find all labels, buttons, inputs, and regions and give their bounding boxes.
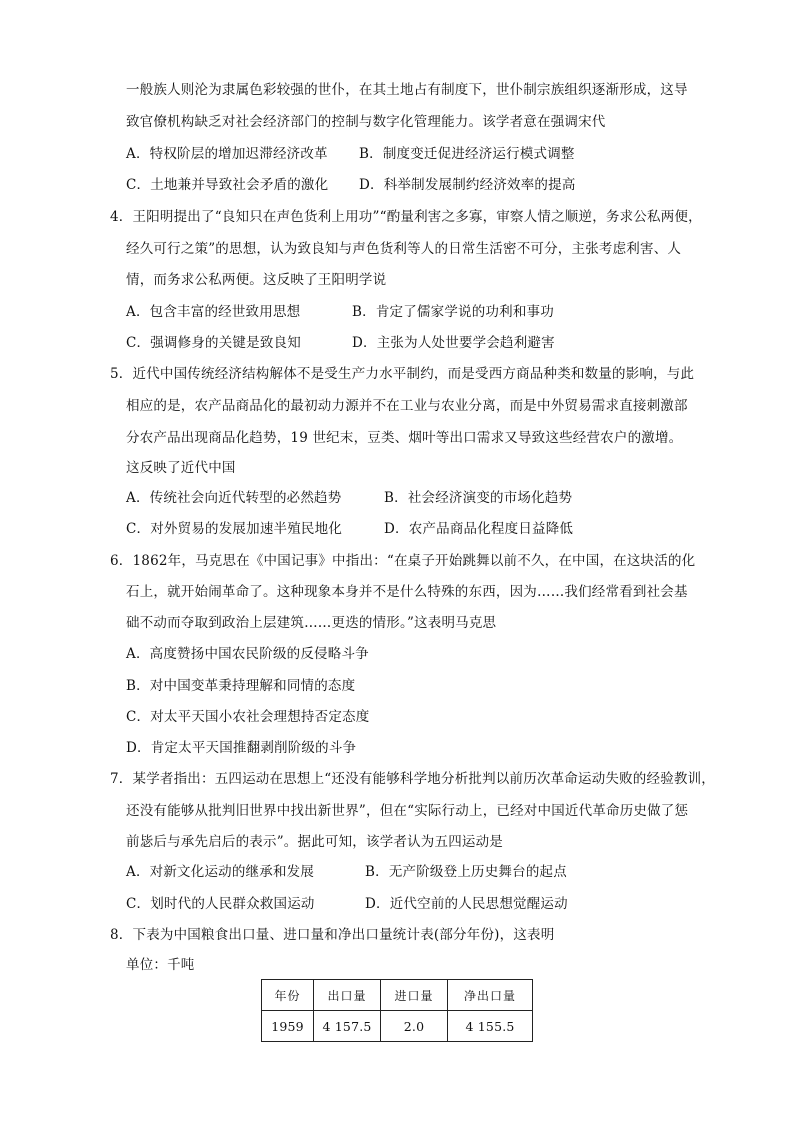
q4-option-c[interactable]: C．强调修身的关键是致良知 <box>126 335 301 351</box>
q5-option-a[interactable]: A．传统社会向近代转型的必然趋势 <box>126 490 342 506</box>
q6-option-c[interactable]: C．对太平天国小农社会理想持否定态度 <box>126 709 370 725</box>
table-header-year: 年份 <box>262 980 314 1011</box>
q7-option-a[interactable]: A．对新文化运动的继承和发展 <box>126 864 315 880</box>
q5-option-d[interactable]: D．农产品商品化程度日益降低 <box>384 521 574 537</box>
q4-stem-line3: 情，而务求公私两便。这反映了王阳明学说 <box>126 272 387 288</box>
q5-option-b[interactable]: B．社会经济演变的市场化趋势 <box>384 490 573 506</box>
q7-stem-line2: 还没有能够从批判旧世界中找出新世界”，但在“实际行动上，已经对中国近代革命历史做了惩 <box>126 803 689 819</box>
q3-option-c[interactable]: C．土地兼并导致社会矛盾的激化 <box>126 177 329 193</box>
q7-stem-line1: 7．某学者指出：五四运动在思想上“还没有能够科学地分析批判以前历次革命运动失败的经验教训， <box>110 771 715 787</box>
q3-option-d[interactable]: D．科举制发展制约经济效率的提高 <box>359 177 576 193</box>
q5-stem-line1: 5．近代中国传统经济结构解体不是受生产力水平制约，而是受西方商品种类和数量的影响，与此 <box>110 366 695 382</box>
q7-stem-line3: 前毖后与承先启后的表示”。据此可知，该学者认为五四运动是 <box>126 834 504 850</box>
q5-stem-line2: 相应的是，农产品商品化的最初动力源并不在工业与农业分离，而是中外贸易需求直接刺激部 <box>126 398 688 414</box>
q4-option-a[interactable]: A．包含丰富的经世致用思想 <box>126 304 301 320</box>
q5-stem-line4: 这反映了近代中国 <box>126 460 236 476</box>
q6-stem-line2: 石上，就开始闹革命了。这种现象本身并不是什么特殊的东西，因为……我们经常看到社会基 <box>126 584 688 600</box>
q6-option-d[interactable]: D．肯定太平天国推翻剥削阶级的斗争 <box>126 740 357 756</box>
q4-option-b[interactable]: B．肯定了儒家学说的功利和事功 <box>352 304 554 320</box>
table-cell-export: 4 157.5 <box>314 1011 381 1042</box>
q5-option-c[interactable]: C．对外贸易的发展加速半殖民地化 <box>126 521 343 537</box>
table-row <box>262 1011 533 1042</box>
q3-text-line1: 一般族人则沦为隶属色彩较强的世仆，在其土地占有制度下，世仆制宗族组织逐渐形成，这导 <box>126 82 688 98</box>
q4-option-d[interactable]: D．主张为人处世要学会趋利避害 <box>352 335 555 351</box>
q7-option-d[interactable]: D．近代空前的人民思想觉醒运动 <box>365 896 568 912</box>
q3-option-b[interactable]: B．制度变迁促进经济运行模式调整 <box>359 146 575 162</box>
q4-stem-line2: 经久可行之策”的思想，认为致良知与声色货利等人的日常生活密不可分，主张考虑利害、人 <box>126 241 682 257</box>
table-header-net-export: 净出口量 <box>448 980 533 1011</box>
q7-option-c[interactable]: C．划时代的人民群众救国运动 <box>126 896 315 912</box>
table-cell-net-export: 4 155.5 <box>448 1011 533 1042</box>
table-header-import: 进口量 <box>381 980 448 1011</box>
table-header-row <box>262 980 533 1011</box>
table-header-export: 出口量 <box>314 980 381 1011</box>
q6-option-a[interactable]: A．高度赞扬中国农民阶级的反侵略斗争 <box>126 646 369 662</box>
q4-stem-line1: 4．王阳明提出了“良知只在声色货利上用功”“酌量利害之多寡，审察人情之顺逆，务求公私两便， <box>110 209 702 225</box>
grain-trade-table <box>261 979 533 1042</box>
q3-text-line2: 致官僚机构缺乏对社会经济部门的控制与数字化管理能力。该学者意在强调宋代 <box>126 114 606 130</box>
q7-option-b[interactable]: B．无产阶级登上历史舞台的起点 <box>365 864 567 880</box>
q8-table-unit: 单位：千吨 <box>126 957 195 973</box>
q8-stem-line1: 8．下表为中国粮食出口量、进口量和净出口量统计表(部分年份)，这表明 <box>110 927 555 943</box>
q6-stem-line1: 6．1862年，马克思在《中国记事》中指出：“在桌子开始跳舞以前不久，在中国，在这块活的化 <box>110 553 696 569</box>
q5-stem-line3: 分农产品出现商品化趋势，19 世纪末，豆类、烟叶等出口需求又导致这些经营农户的激增。 <box>126 430 683 446</box>
q6-stem-line3: 础不动而夺取到政治上层建筑……更迭的情形。”这表明马克思 <box>126 615 497 631</box>
table-cell-import: 2.0 <box>381 1011 448 1042</box>
q6-option-b[interactable]: B．对中国变革秉持理解和同情的态度 <box>126 678 356 694</box>
table-cell-year: 1959 <box>262 1011 314 1042</box>
q3-option-a[interactable]: A．特权阶层的增加迟滞经济改革 <box>126 146 328 162</box>
